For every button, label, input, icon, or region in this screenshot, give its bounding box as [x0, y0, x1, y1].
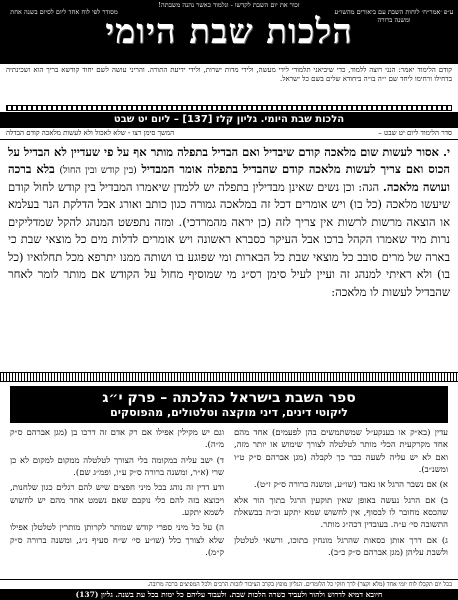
left-col-paragraph: ד) ישב עליה במקומה בלי הצורך לטלטלה ממקום למקום לא כן שרי (א״ר, ומשנה ברורה ס״ק ע״ו, ופמ״ג שם). — [10, 455, 224, 478]
book-subtitle: ליקוטי דינים, דיני מוקצה וטלטולים, מהפוסקים — [110, 406, 348, 419]
right-col-paragraph: עדין (בא״ק או בענקע״ל שמשתמשים בהן לפעמים) אחד מהם אחד מקרקעית הכלי מותר לטלטלה לצורך שימוש או יותר מזה, ואם לא יש עליה לשעה כבר כך לקבלה (מגן אברהם ס״ק ט״ו ומשנ״ב). — [234, 428, 448, 475]
book-heading — [10, 386, 448, 423]
book-title: ספר השבת בישראל כהלכתה – פרק י״ג — [102, 390, 356, 406]
issue-bar: הלכות שבת היומי. גליון קלז [137] – ליום יט שבט — [0, 112, 458, 128]
main-halacha-text — [0, 140, 458, 370]
halacha-paragraph-small: (בין קודש ובין החול) — [59, 165, 137, 177]
footer-bar: חיובא דמיא לדרוש ולהור ולעביד כשרה הלכות שבת. ולעבוד עליהם כל ימות בכל עת בשנה. גליון (137) — [0, 589, 458, 600]
left-column — [10, 427, 224, 600]
footer — [0, 579, 458, 600]
masthead-title: הלכות שבת היומי — [105, 12, 353, 52]
masthead-side-left: מסודר לפי לוח אחד ליום לסיום בשנה אחת — [10, 8, 118, 16]
footer-note: בכל יום תקבלו לוח יומי אחד (מלא וקצר) לרך חוקי כל הלומדים. הגליון מופץ בקרב הציבור לזכות הרבים ולכל המפיצים ברכה מרובה. — [0, 579, 458, 589]
left-col-paragraph: ודע דדין זה נוהג בכל מיני חפצים שיש להם רגלים כגון שלחנות, ויכוצא בזה להם כלי נוקבם שאם נשמט אחד מהם יש לחשוש לשמא יתקע. — [10, 483, 224, 518]
masthead-topline: זכור את יום השבת לקדשו - ונלמוד כאשר נהנה משבתה! — [158, 1, 300, 9]
right-column — [234, 427, 448, 600]
masthead — [0, 0, 458, 64]
halacha-paragraph-end: בלא ברכה ועושה מלאכה. — [8, 162, 450, 194]
halacha-gloss: הגה: וכן נשים שאינן מבדילין בתפלה יש ללמדן שיאמרו המבדיל בין קודש לחול קודם שיעשו מלאכה (כל בו) ויש אומרים דכל זה במלאכה גמורה כגון כותב ואורג אבל הדלקת הנר בעלמא או הוצאה מרשות לרשות אין צריך לזה (כן יראה מהמרדכי). ומזה נתפשט המנהג להקל שמדליקים נרות מיד שאמרו הקהל ברכו אבל העיקר כסברא ראשונה ויש אומרים לדלות מים כל מוצאי שבת כי בארה של מרים סובב כל מוצאי שבת כל הבארות ומי שפוגע בו ושותה ממנו יתרפא מכל תחלואיו (כל בו) ולא ראיתי למנהג זה ועיין לעיל סימן רס״ג מי שמוסיף מחול על הקודש אם מותר לומר לאחר שהבדיל לעשות לו מלאכה: — [8, 179, 450, 299]
study-schedule-line — [0, 128, 458, 140]
right-col-paragraph: ב) אם הרגל נעשה באופן שאין תוקעין הרגל בתוך הור אלא שהכסא מחובר לו לבסוף, אין לחשוש שמא יתקע וכ״ה בבשאלת התשובה סי׳ ע״ה. בעובדין דכה״ג מותר. — [234, 495, 448, 531]
left-col-paragraph: וגם יש מקילין אפילו אם רק אדם זה דרכו בן (מגן אברהם ס״ק מ״ה). — [10, 428, 224, 451]
book-columns — [0, 423, 458, 600]
right-col-paragraph: ג) אם דרך אותן כסאות שהרגל מונחין בתוכו, ורשאי לטלטלן ולשבת עליהן (מגן אברהם ס״ק כ״ב). — [234, 535, 448, 558]
right-col-paragraph: א) אם נשבר הרגל או נאבד (שו״ע, ומשנה ברורה ס״ק ז״ט). — [253, 480, 448, 491]
schedule-day: סדר הלימוד ליום יט שבט – — [378, 129, 452, 137]
schedule-topic: המשך סימן רצו - שלא לאכול ולא לעשות מלאכה קודם הבדלה — [6, 129, 175, 137]
masthead-side-right: ע״פ ׳אמר״ח׳ לוחות השבת עם ביאורים מהשו״ע ומשנה ברורה — [334, 8, 454, 25]
ornament-divider — [6, 105, 452, 111]
section-divider — [0, 372, 458, 382]
intro-prayer: קודם הלימוד יאמר: הנני רוצה ללמוד, כדי שיביאני תלמודי לידי מעשה, ולידי מדות ישרות, ולידי ידיעת התורה. והריני עושה לשם יחוד קודשא בריך הוא ושכינתיה בדחילו ורחימו ליחד שם י״ה בו״ה ביחודא שלים בשם כל ישראל. — [6, 66, 452, 83]
left-col-paragraph: ה) על כל מיני ספרי קודש שמותר לקרותן מותרין לטלטלן אפילו שלא לצורך כלל (שו״ע סי׳ ש״ח סעיף נ״ג, ומשנה ברורה ס״ק ק״מ). — [10, 523, 224, 558]
halacha-paragraph-bold: י. אסור לעשות שום מלאכה קודם שיבדיל ואם הבדיל בתפלה מותר אף על פי שעדיין לא הבדיל על הכוס ואם צריך לעשות מלאכה קודם שהבדיל בתפלה אומר המבדיל — [8, 145, 451, 177]
